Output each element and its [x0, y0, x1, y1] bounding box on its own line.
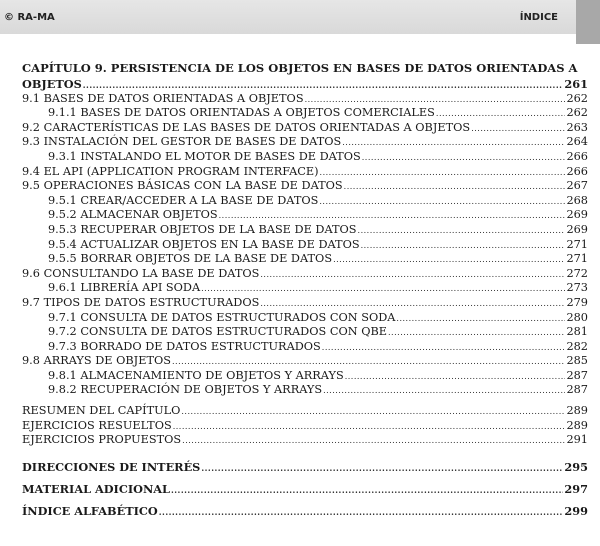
chapter-title: CAPÍTULO 9. PERSISTENCIA DE LOS OBJETOS EN BASES DE DATOS ORIENTADAS A — [22, 61, 578, 75]
leader-dots — [388, 326, 565, 341]
toc-entry — [22, 500, 588, 522]
entry-title: 9.6.1 LIBRERÍA API SODA — [48, 281, 201, 295]
entry-title: MATERIAL ADICIONAL — [22, 481, 170, 496]
leader-dots — [171, 479, 563, 501]
page-number: 279 — [566, 295, 588, 309]
page-number: 287 — [566, 383, 588, 397]
chapter-entry: OBJETOS ..... 261 — [22, 77, 588, 92]
entry-title: 9.7.1 CONSULTA DE DATOS ESTRUCTURADOS CON SODA — [48, 310, 396, 324]
page-number: 272 — [566, 266, 588, 280]
page-header — [0, 0, 600, 34]
leader-dots — [182, 434, 565, 449]
leader-dots — [305, 93, 566, 108]
toc-entry — [22, 404, 588, 419]
leader-dots — [260, 297, 565, 312]
leader-dots — [358, 224, 566, 239]
leader-dots — [201, 457, 563, 479]
leader-dots — [322, 341, 566, 356]
page-number: 267 — [566, 179, 588, 193]
page-number: 271 — [566, 252, 588, 266]
section-label: ÍNDICE — [519, 12, 558, 23]
toc-entry — [22, 325, 588, 340]
leader-dots — [362, 151, 566, 166]
leader-dots — [83, 78, 564, 93]
leader-dots — [344, 180, 566, 195]
toc-entry — [22, 121, 588, 136]
page-number: 266 — [566, 149, 588, 163]
toc-entry — [22, 419, 588, 434]
toc-entry — [22, 179, 588, 194]
page-number: 268 — [566, 193, 588, 207]
toc-entry — [22, 208, 588, 223]
leader-dots — [333, 253, 565, 268]
toc-entry — [22, 135, 588, 150]
toc-entry — [22, 281, 588, 296]
page-number: 280 — [566, 310, 588, 324]
entry-title: 9.1 BASES DE DATOS ORIENTADAS A OBJETOS — [22, 91, 304, 105]
table-of-contents — [22, 60, 588, 522]
page-number: 269 — [566, 222, 588, 236]
entry-title: 9.7 TIPOS DE DATOS ESTRUCTURADOS — [22, 295, 260, 309]
leader-dots — [436, 107, 566, 122]
entry-title: 9.7.3 BORRADO DE DATOS ESTRUCTURADOS — [48, 339, 321, 353]
page-number: 291 — [566, 433, 588, 447]
toc-entry — [22, 252, 588, 267]
entry-title: 9.5.5 BORRAR OBJETOS DE LA BASE DE DATOS — [48, 252, 333, 266]
page-number: 299 — [564, 503, 588, 518]
leader-dots — [260, 268, 565, 283]
page-number: 295 — [564, 459, 588, 474]
entry-title: ÍNDICE ALFABÉTICO — [22, 503, 158, 518]
leader-dots — [201, 282, 565, 297]
leader-dots — [345, 370, 566, 385]
entry-title: 9.2 CARACTERÍSTICAS DE LAS BASES DE DATOS ORIENTADAS A OBJETOS — [22, 120, 471, 134]
page-number: 273 — [566, 281, 588, 295]
toc-entry — [22, 369, 588, 384]
page-number: 282 — [566, 339, 588, 353]
toc-entry — [22, 150, 588, 165]
toc-entry — [22, 296, 588, 311]
leader-dots — [396, 312, 565, 327]
page-number: 264 — [566, 135, 588, 149]
entry-title: EJERCICIOS RESUELTOS — [22, 418, 172, 432]
page-number: 289 — [566, 418, 588, 432]
toc-entry — [22, 106, 588, 121]
toc-entry — [22, 340, 588, 355]
page-number: 285 — [566, 354, 588, 368]
leader-dots — [342, 136, 565, 151]
toc-entry — [22, 354, 588, 369]
entry-title: EJERCICIOS PROPUESTOS — [22, 433, 182, 447]
toc-entry — [22, 194, 588, 209]
page-number: 297 — [564, 481, 588, 496]
leader-dots — [471, 122, 565, 137]
toc-entry — [22, 456, 588, 478]
entry-title: 9.5.4 ACTUALIZAR OBJETOS EN LA BASE DE DATOS — [48, 237, 360, 251]
page-edge-tab — [576, 0, 600, 44]
page-number: 289 — [566, 404, 588, 418]
toc-entry — [22, 478, 588, 500]
page-number: 262 — [566, 106, 588, 120]
toc-entry — [22, 433, 588, 448]
entry-title: 9.8.1 ALMACENAMIENTO DE OBJETOS Y ARRAYS — [48, 368, 344, 382]
entry-title: 9.8.2 RECUPERACIÓN DE OBJETOS Y ARRAYS — [48, 383, 323, 397]
toc-entry — [22, 165, 588, 180]
leader-dots — [219, 209, 566, 224]
leader-dots — [320, 166, 566, 181]
entry-title: 9.8 ARRAYS DE OBJETOS — [22, 354, 171, 368]
toc-entry — [22, 383, 588, 398]
toc-entry — [22, 92, 588, 107]
entry-title: 9.7.2 CONSULTA DE DATOS ESTRUCTURADOS CON QBE — [48, 325, 388, 339]
leader-dots — [181, 405, 565, 420]
leader-dots — [319, 195, 565, 210]
entry-title: DIRECCIONES DE INTERÉS — [22, 459, 201, 474]
page-number: 287 — [566, 368, 588, 382]
toc-entry — [22, 238, 588, 253]
leader-dots — [361, 239, 566, 254]
entry-title: 9.5 OPERACIONES BÁSICAS CON LA BASE DE DATOS — [22, 179, 343, 193]
entry-title: 9.5.2 ALMACENAR OBJETOS — [48, 208, 218, 222]
page-number: 266 — [566, 164, 588, 178]
entry-title: 9.3 INSTALACIÓN DEL GESTOR DE BASES DE DATOS — [22, 135, 342, 149]
publisher-label: © RA-MA — [4, 12, 55, 23]
leader-dots — [173, 420, 566, 435]
entry-title: RESUMEN DEL CAPÍTULO — [22, 404, 181, 418]
page-number: 263 — [566, 120, 588, 134]
leader-dots — [172, 355, 565, 370]
page-number: 271 — [566, 237, 588, 251]
page-number: 269 — [566, 208, 588, 222]
entry-title: 9.1.1 BASES DE DATOS ORIENTADAS A OBJETOS COMERCIALES — [48, 106, 435, 120]
entry-title: 9.4 EL API (APPLICATION PROGRAM INTERFACE) — [22, 164, 319, 178]
page-number: 281 — [566, 325, 588, 339]
entry-title: 9.3.1 INSTALANDO EL MOTOR DE BASES DE DATOS — [48, 149, 361, 163]
entry-title: 9.5.3 RECUPERAR OBJETOS DE LA BASE DE DATOS — [48, 222, 357, 236]
toc-entry — [22, 267, 588, 282]
entry-title: 9.6 CONSULTANDO LA BASE DE DATOS — [22, 266, 260, 280]
leader-dots — [159, 501, 564, 523]
page-number: 261 — [564, 77, 588, 91]
toc-entry — [22, 223, 588, 238]
leader-dots — [323, 384, 565, 399]
entry-title: 9.5.1 CREAR/ACCEDER A LA BASE DE DATOS — [48, 193, 319, 207]
toc-entry — [22, 311, 588, 326]
page-number: 262 — [566, 91, 588, 105]
